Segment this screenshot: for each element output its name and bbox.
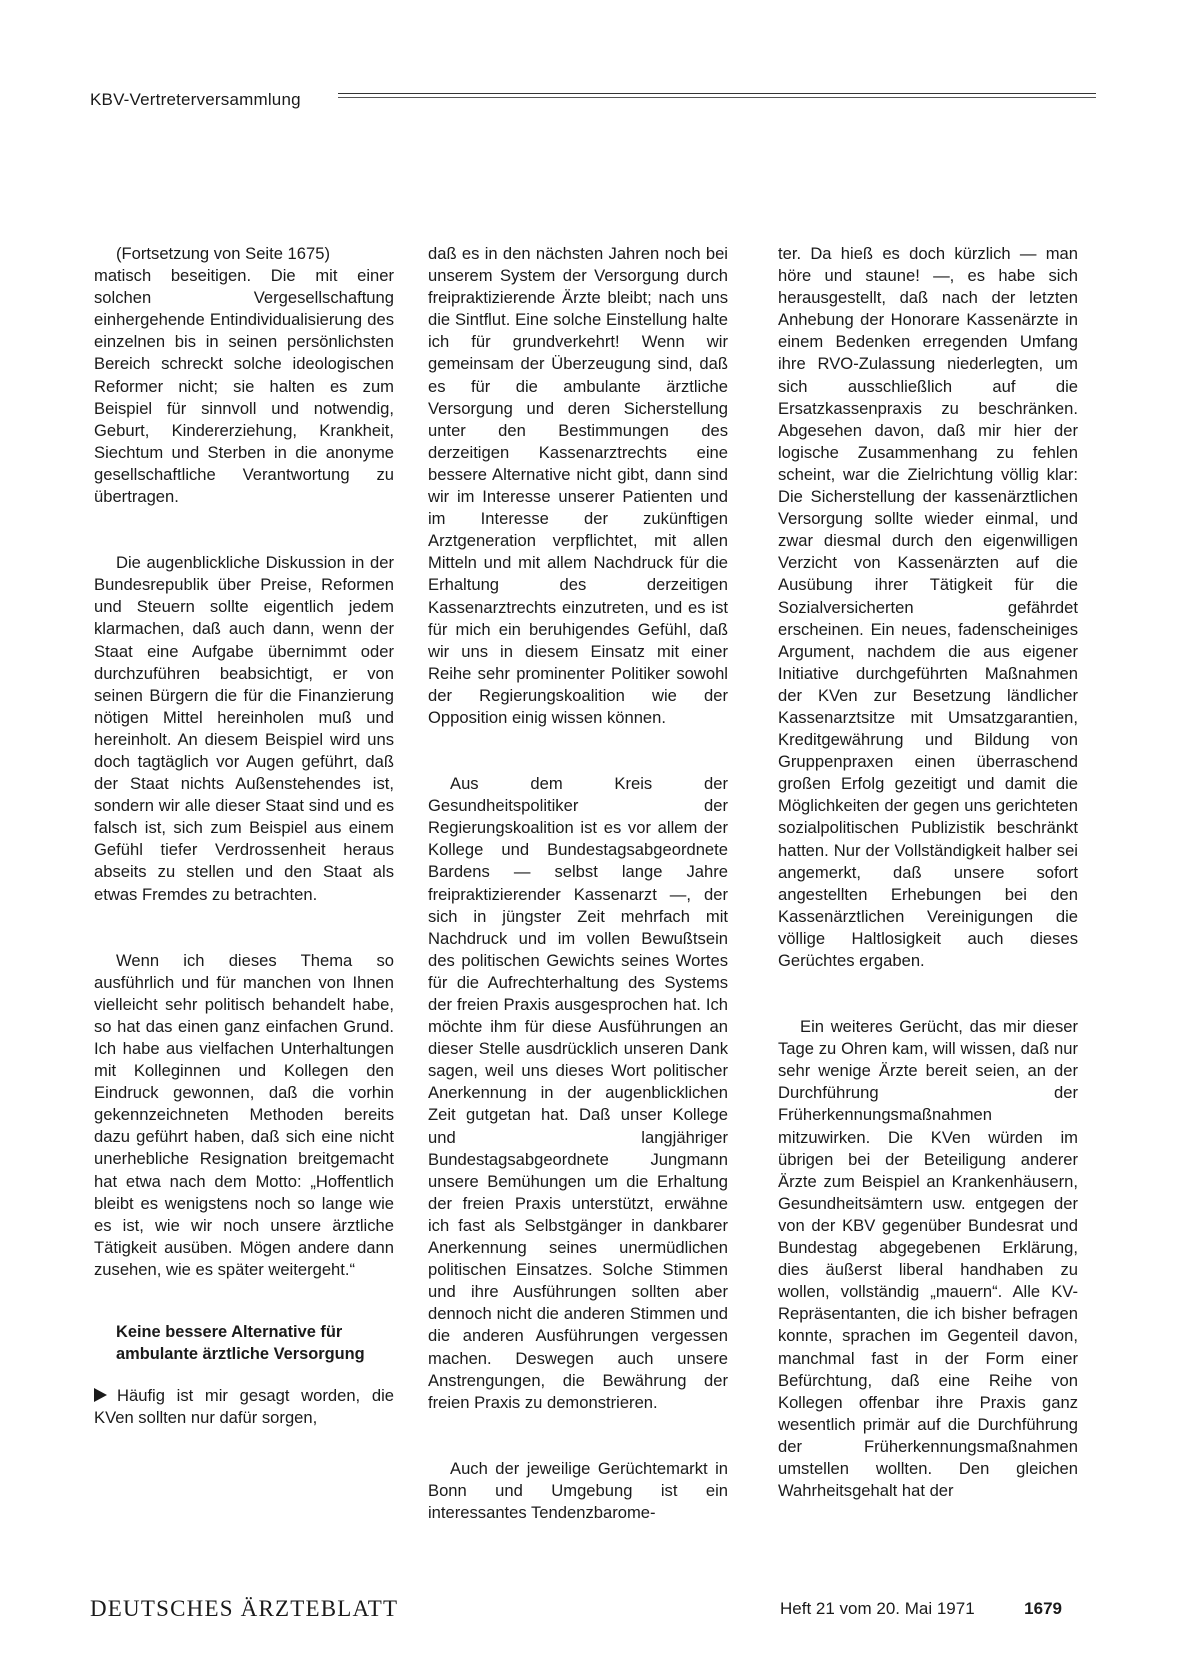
paragraph: daß es in den nächsten Jahren noch bei unserem System der Versorgung durch freipraktizierende Ärzte bleibt; nach uns die Sintflut. Eine solche Einstellung halte ich für grundverkehrt! Wenn wir gemeinsam der Überzeugung sind, daß es für die ambulante ärztliche Versorgung und deren Sicherstellung unter den Bestimmungen des derzeitigen Kassenarztrechts eine bessere Alternative nicht gibt, dann sind wir im Interesse unserer Patienten und im Interesse der zukünftigen Arztgeneration verpflichtet, mit allen Mitteln und mit allem Nachdruck für die Erhaltung des derzeitigen Kassenarztrechts einzutreten, und es ist für mich ein beruhigendes Gefühl, daß wir uns in diesem Einsatz mit einer Reihe sehr prominenter Politiker sowohl der Regierungskoalition wie der Opposition einig wissen können. [428, 244, 728, 727]
page-number: 1679 [1024, 1599, 1062, 1618]
paragraph: matisch beseitigen. Die mit einer solchen Vergesellschaftung einhergehende Entindividualisierung des einzelnen bis in seinen persönlichsten Bereich schreckt solche ideologischen Reformer nicht; sie halten es zum Beispiel für sinnvoll und notwendig, Geburt, Kindererziehung, Krankheit, Siechtum und Sterben in die anonyme gesellschaftliche Verantwortung zu übertragen. [94, 266, 394, 507]
page-footer [90, 1596, 1096, 1626]
text-column-1 [94, 243, 394, 1429]
paragraph: Auch der jeweilige Gerüchtemarkt in Bonn und Umgebung ist ein interessantes Tendenzbarome- [428, 1458, 728, 1522]
paragraph: Die augenblickliche Diskussion in der Bundesrepublik über Preise, Reformen und Steuern sollte eigentlich jedem klarmachen, daß auch dann, wenn der Staat eine Aufgabe übernimmt oder durchzuführen beabsichtigt, er von seinen Bürgern die für die Finanzierung nötigen Mittel hereinholen muß und hereinholt. An diesem Beispiel wird uns doch tagtäglich vor Augen geführt, daß der Staat nichts Außenstehendes ist, sondern wir alle dieser Staat sind und es falsch ist, sich zum Beispiel aus einem Gefühl tiefer Verdrossenheit heraus abseits zu stellen und den Staat als etwas Fremdes zu betrachten. [94, 553, 394, 904]
issue-info: Heft 21 vom 20. Mai 1971 [780, 1599, 975, 1618]
subheading-line: ambulante ärztliche Versorgung [116, 1345, 365, 1364]
journal-name: DEUTSCHES ÄRZTEBLATT [90, 1596, 399, 1621]
header-rule [338, 93, 1096, 94]
paragraph: Ein weiteres Gerücht, das mir dieser Tage zu Ohren kam, will wissen, daß nur sehr wenige Ärzte bereit seien, an der Durchführung der Früherkennungsmaßnahmen mitzuwirken. Die KVen würden im übrigen bei der Beteiligung anderer Ärzte zum Beispiel an Krankenhäusern, Gesundheitsämtern usw. entgegen der von der KBV gegenüber Bundesrat und Bundestag abgegebenen Erklärung, dies äußerst liberal handhaben zu wollen, vollständig „mauern“. Alle KV-Repräsentanten, die ich bisher befragen konnte, sprachen im Gegenteil davon, manchmal fast in der Form einer Befürchtung, daß eine Reihe von Kollegen offenbar ihre Praxis ganz wesentlich primär auf die Durchführung der Früherkennungsmaßnahmen umstellen wollten. Den gleichen Wahrheitsgehalt hat der [778, 1017, 1078, 1501]
paragraph-text: Häufig ist mir gesagt worden, die KVen sollten nur dafür sorgen, [94, 1386, 394, 1428]
header-rule-thin [338, 97, 1096, 98]
subheading-line: Keine bessere Alternative für [116, 1323, 343, 1342]
arrow-marker-icon [94, 1388, 107, 1402]
paragraph: Aus dem Kreis der Gesundheitspolitiker der Regierungskoalition ist es vor allem der Kollege und Bundestagsabgeordnete Bardens — selbst lange Jahre freipraktizierender Kassenarzt —, der sich in jüngster Zeit mehrfach mit Nachdruck und im vollen Bewußtsein des politischen Gewichts seines Wortes für die Aufrechterhaltung des Systems der freien Praxis ausgesprochen hat. Ich möchte ihm für diese Ausführungen an dieser Stelle ausdrücklich unseren Dank sagen, weil uns dieses Wort politischer Anerkennung in der augenblicklichen Zeit gutgetan hat. Daß unser Kollege und langjähriger Bundestagsabgeordnete Jungmann unsere Bemühungen um die Erhaltung der freien Praxis unterstützt, erwähne ich fast als Selbstgänger in dankbarer Anerkennung seines unermüdlichen politischen Einsatzes. Solche Stimmen und ihre Ausführungen sollten aber dennoch nicht die anderen Stimmen und die anderen Ausführungen vergessen machen. Deswegen auch unsere Anstrengungen, die Bewährung der freien Praxis zu demonstrieren. [428, 774, 728, 1412]
continued-note: (Fortsetzung von Seite 1675) [116, 244, 330, 263]
text-column-2 [428, 243, 728, 1524]
section-title: KBV-Vertreterversammlung [90, 90, 305, 110]
paragraph [94, 1385, 394, 1429]
text-column-3 [778, 243, 1078, 1502]
paragraph: Wenn ich dieses Thema so ausführlich und für manchen von Ihnen vielleicht sehr politisch behandelt habe, so hat das einen ganz einfachen Grund. Ich habe aus vielfachen Unterhaltungen mit Kolleginnen und Kollegen den Eindruck gewonnen, daß die vorhin gekennzeichneten Methoden bereits dazu geführt haben, daß sich eine nicht unerhebliche Resignation breitgemacht hat etwa nach dem Motto: „Hoffentlich bleibt es wenigstens noch so lange wie es ist, wie wir noch unsere ärztliche Tätigkeit ausüben. Mögen andere dann zusehen, wie es später weitergeht.“ [94, 950, 394, 1279]
page-header [90, 84, 1096, 114]
subheading [116, 1321, 394, 1365]
paragraph: ter. Da hieß es doch kürzlich — man höre und staune! —, es habe sich herausgestellt, daß nach der letzten Anhebung der Honorare Kassenärzte in einem Bedenken erregenden Umfang ihre RVO-Zulassung niederlegten, um sich ausschließlich auf die Ersatzkassenpraxis zu beschränken. Abgesehen davon, daß mir hier der logische Zusammenhang zu fehlen scheint, war die Zielrichtung völlig klar: Die Sicherstellung der kassenärztlichen Versorgung sollte wieder einmal, und zwar diesmal durch den eigenwilligen Verzicht von Kassenärzten auf die Ausübung ihrer Tätigkeit für die Sozialversicherten gefährdet erscheinen. Ein neues, fadenscheiniges Argument, nachdem die aus eigener Initiative durchgeführten Maßnahmen der KVen zur Besetzung ländlicher Kassenarztsitze mit Umsatzgarantien, Kreditgewährung und Bildung von Gruppenpraxen einen überraschend großen Erfolg gezeitigt und damit die Möglichkeiten der gegen uns gerichteten sozialpolitischen Publizistik beschränkt hatten. Nur der Vollständigkeit halber sei angemerkt, daß unsere sofort angestellten Erhebungen bei den Kassenärztlichen Vereinigungen die völlige Haltlosigkeit auch dieses Gerüchtes ergaben. [778, 244, 1078, 970]
